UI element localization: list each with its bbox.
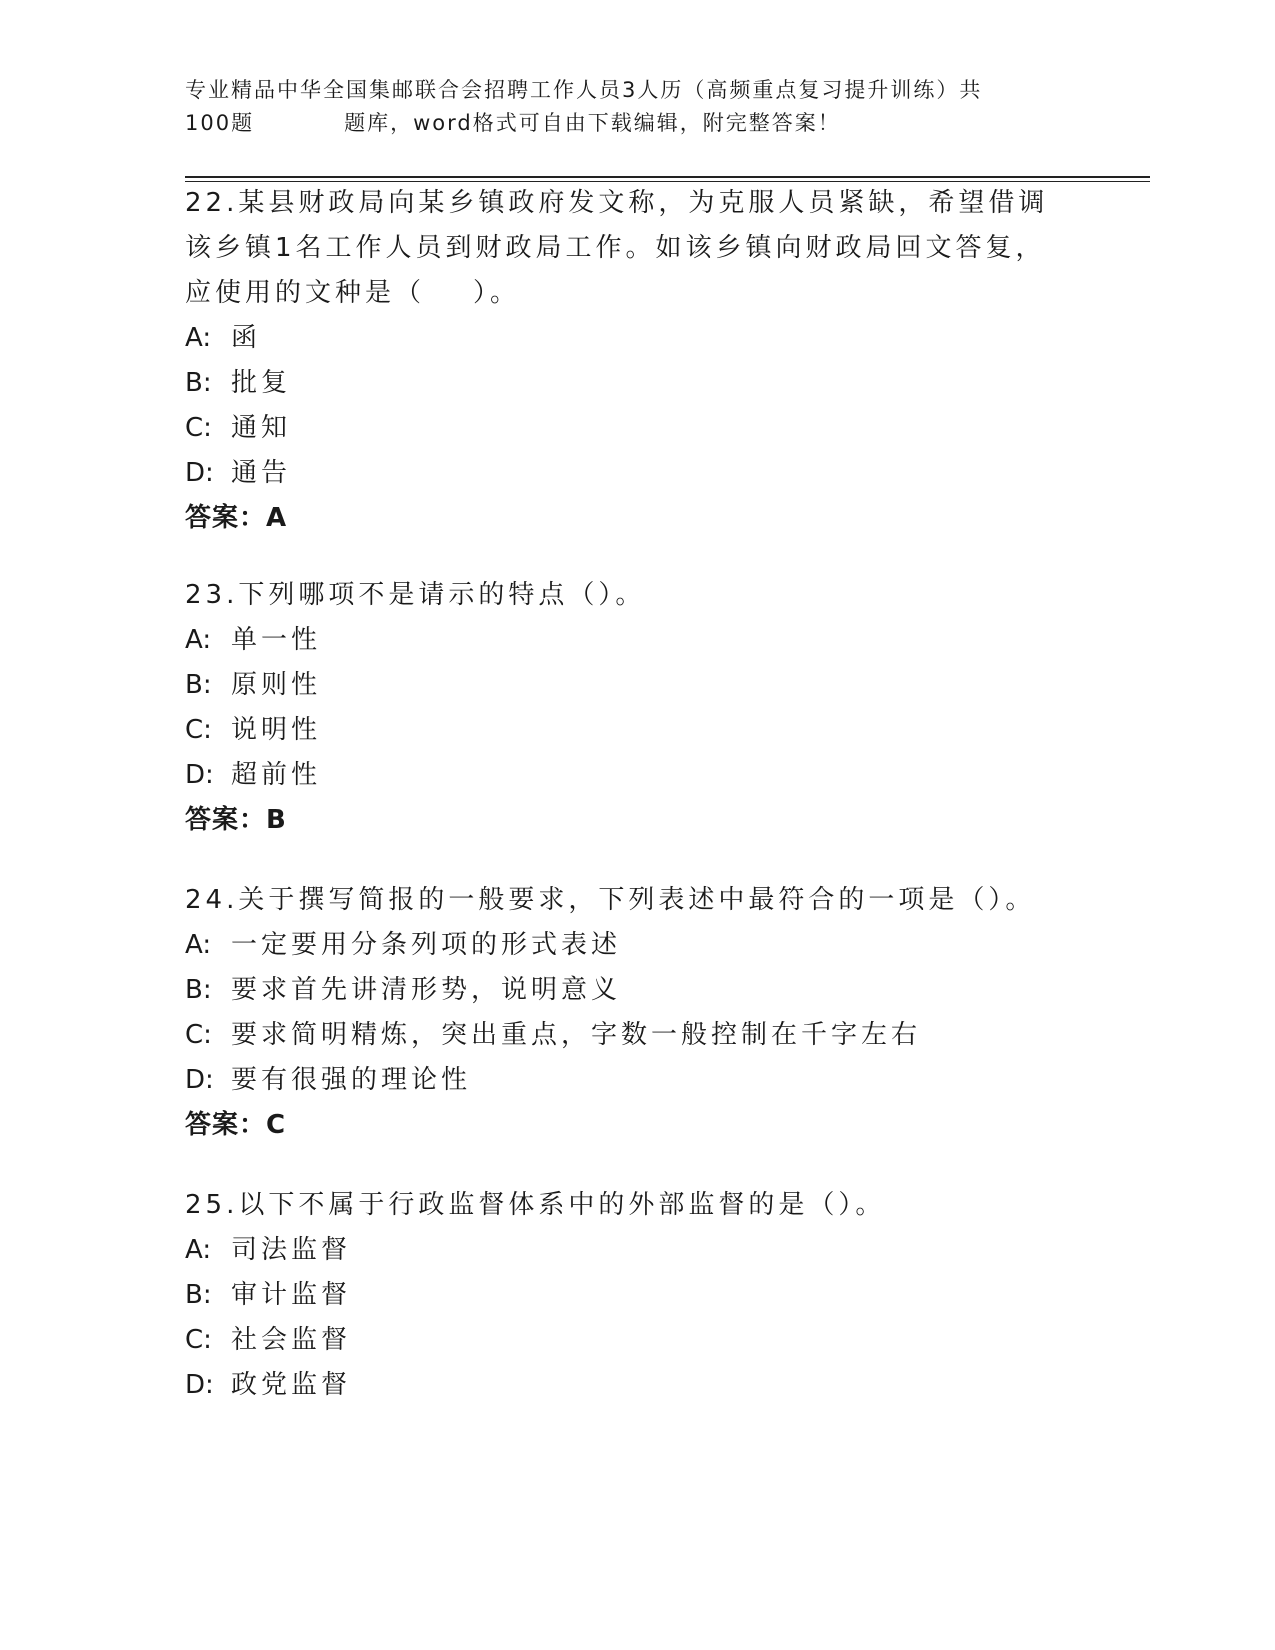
option-letter: B:	[185, 368, 212, 398]
question-24	[185, 878, 1065, 1148]
option-letter: D:	[185, 760, 214, 790]
option-letter: C:	[185, 1020, 212, 1050]
option-letter: A:	[185, 1235, 212, 1265]
question-text: 22.某县财政局向某乡镇政府发文称，为克服人员紧缺，希望借调该乡镇1名工作人员到财政局工作。如该乡镇向财政局回文答复，应使用的文种是（ ）。	[185, 188, 1049, 308]
option-text: 批复	[231, 368, 292, 398]
option-letter: D:	[185, 1370, 214, 1400]
option-a	[185, 1228, 1065, 1273]
option-c	[185, 1318, 1065, 1363]
option-b	[185, 968, 1065, 1013]
option-letter: B:	[185, 1280, 212, 1310]
option-text: 函	[231, 323, 262, 353]
answer-line: 答案：B	[185, 805, 287, 835]
option-text: 超前性	[231, 760, 322, 790]
option-d	[185, 451, 1065, 496]
question-text: 23.下列哪项不是请示的特点（）。	[185, 580, 646, 610]
option-text: 一定要用分条列项的形式表述	[231, 930, 622, 960]
answer-line: 答案：A	[185, 503, 288, 533]
option-c	[185, 406, 1065, 451]
option-b	[185, 1273, 1065, 1318]
option-letter: C:	[185, 1325, 212, 1355]
option-a	[185, 618, 1065, 663]
option-d	[185, 1363, 1065, 1408]
option-letter: C:	[185, 715, 212, 745]
answer-line: 答案：C	[185, 1110, 287, 1140]
option-text: 司法监督	[231, 1235, 352, 1265]
option-letter: B:	[185, 670, 212, 700]
option-text: 单一性	[231, 625, 322, 655]
option-letter: D:	[185, 1065, 214, 1095]
question-number: 24.	[185, 885, 239, 915]
question-number: 25.	[185, 1190, 239, 1220]
option-letter: D:	[185, 458, 214, 488]
option-letter: A:	[185, 323, 212, 353]
option-text: 审计监督	[231, 1280, 352, 1310]
document-header	[185, 74, 1085, 140]
option-b	[185, 361, 1065, 406]
question-25	[185, 1183, 1065, 1408]
question-text: 24.关于撰写简报的一般要求，下列表述中最符合的一项是（）。	[185, 885, 1036, 915]
question-23	[185, 573, 1065, 843]
header-title-line-2	[185, 107, 1085, 140]
option-text: 要求首先讲清形势，说明意义	[231, 975, 622, 1005]
option-text: 通知	[231, 413, 292, 443]
option-c	[185, 1013, 1065, 1058]
option-text: 要求简明精炼，突出重点，字数一般控制在千字左右	[231, 1020, 922, 1050]
option-d	[185, 1058, 1065, 1103]
option-d	[185, 753, 1065, 798]
option-text: 通告	[231, 458, 292, 488]
option-a	[185, 316, 1065, 361]
option-letter: B:	[185, 975, 212, 1005]
question-number: 22.	[185, 188, 239, 218]
option-a	[185, 923, 1065, 968]
question-22	[185, 181, 1065, 541]
option-text: 政党监督	[231, 1370, 352, 1400]
header-question-count: 100题	[185, 111, 255, 135]
option-c	[185, 708, 1065, 753]
option-b	[185, 663, 1065, 708]
header-description: 题库，word格式可自由下载编辑，附完整答案！	[344, 111, 841, 135]
option-text: 原则性	[231, 670, 322, 700]
header-divider-thick	[185, 176, 1150, 178]
header-title-line-1: 专业精品中华全国集邮联合会招聘工作人员3人历（高频重点复习提升训练）共	[185, 78, 983, 102]
option-letter: C:	[185, 413, 212, 443]
question-text: 25.以下不属于行政监督体系中的外部监督的是（）。	[185, 1190, 886, 1220]
option-text: 社会监督	[231, 1325, 352, 1355]
option-text: 要有很强的理论性	[231, 1065, 472, 1095]
option-letter: A:	[185, 930, 212, 960]
question-number: 23.	[185, 580, 239, 610]
option-text: 说明性	[231, 715, 322, 745]
option-letter: A:	[185, 625, 212, 655]
